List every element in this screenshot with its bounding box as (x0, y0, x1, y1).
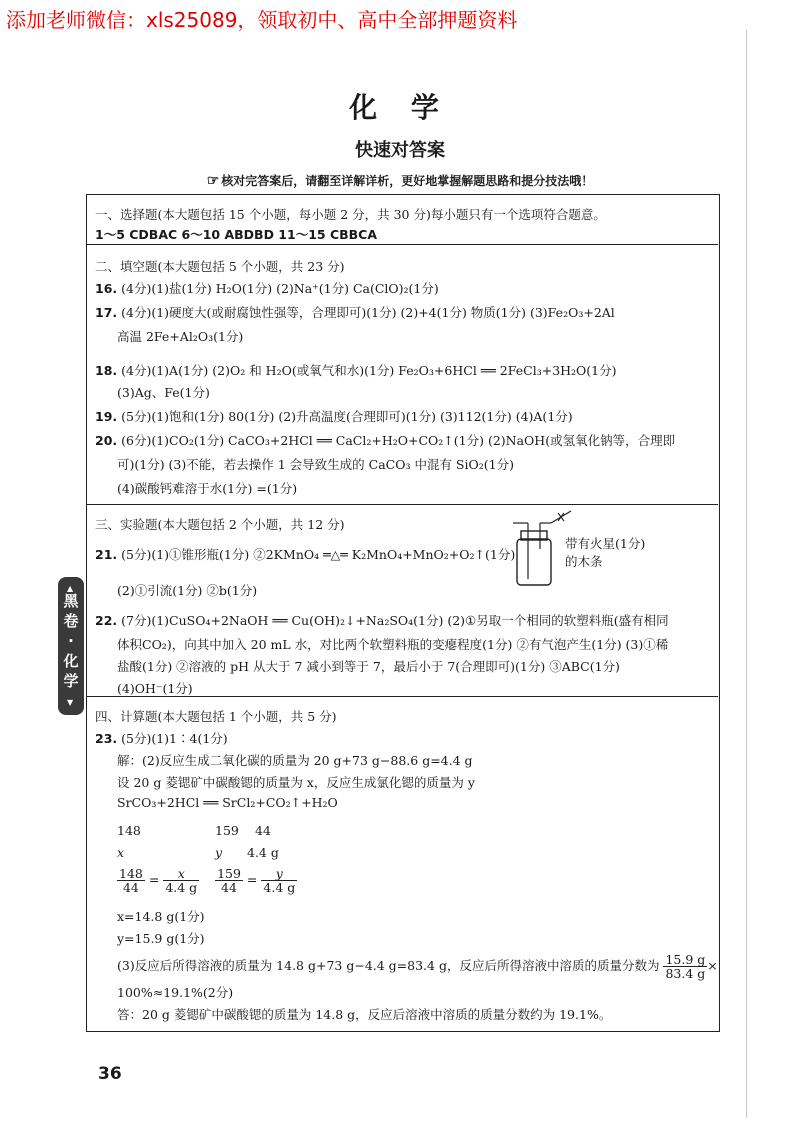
question-22 (95, 611, 669, 629)
page-subtitle: 快速对答案 (355, 140, 445, 161)
answer-continuation: 盐酸(1分) ②溶液的 pH 从大于 7 减小到等于 7，最后小于 7(合理即可)(1分) ③ABC(1分) (117, 659, 620, 674)
question-number: 17. (95, 305, 118, 320)
answer-text: (5分)(1)①锥形瓶(1分) ②2KMnO₄ ═△═ K₂MnO₄+MnO₂+O₂↑(1分) (121, 547, 516, 562)
question-number: 20. (95, 433, 118, 448)
fraction-denominator: 44 (122, 880, 139, 895)
page-title: 化 学 (349, 91, 451, 124)
question-number: 22. (95, 613, 118, 628)
fraction (663, 953, 707, 980)
fraction-denominator: 44 (221, 880, 237, 895)
answer-text: (4分)(1)A(1分) (2)O₂ 和 H₂O(或氧气和水)(1分) Fe₂O₃+6HCl ══ 2FeCl₃+3H₂O(1分) (121, 363, 617, 378)
bottle-label (565, 535, 645, 571)
solution-line: 设 20 g 菱锶矿中碳酸锶的质量为 x，反应生成氯化锶的质量为 y (117, 775, 475, 790)
section-header: 二、填空题(本大题包括 5 个小题，共 23 分) (95, 259, 345, 274)
molar-mass: 159 (215, 823, 239, 838)
unknown-y: y (215, 845, 223, 860)
side-tab-char: 黑 (63, 592, 79, 610)
solution-line: 解：(2)反应生成二氧化碳的质量为 20 g+73 g−88.6 g=4.4 g (117, 753, 473, 768)
section-header: 四、计算题(本大题包括 1 个小题，共 5 分) (95, 709, 337, 724)
question-21 (95, 545, 515, 563)
answer-continuation: 高温 2Fe+Al₂O₃(1分) (117, 329, 244, 344)
question-17 (95, 303, 615, 321)
molar-mass: 44 (255, 823, 271, 838)
section-header: 三、实验题(本大题包括 2 个小题，共 12 分) (95, 517, 345, 532)
chevron-down-icon: ▼ (67, 698, 74, 707)
bottle-label-line: 的木条 (565, 554, 603, 569)
section-experiment (87, 505, 718, 697)
result-y: y=15.9 g(1分) (117, 931, 205, 946)
fraction-numerator: 15.9 g (665, 952, 706, 967)
fraction (163, 867, 199, 894)
question-19 (95, 407, 573, 425)
answer-continuation: (4)碳酸钙难溶于水(1分) =(1分) (117, 481, 298, 496)
unknown-x: x (117, 845, 125, 860)
fraction-denominator: 4.4 g (165, 880, 198, 895)
equation-line: SrCO₃+2HCl ══ SrCl₂+CO₂↑+H₂O (117, 795, 338, 810)
side-tab-char: 学 (63, 672, 79, 690)
page-number: 36 (98, 1064, 122, 1084)
question-number: 21. (95, 547, 118, 562)
tip-note-text: 核对完答案后，请翻至详解详析，更好地掌握解题思路和提分技法哦！ (221, 174, 594, 188)
side-tab-char: 化 (63, 652, 79, 670)
tip-note (0, 172, 800, 189)
fraction-numerator: 159 (217, 866, 241, 881)
answer-continuation: (4)OH⁻(1分) (117, 681, 193, 696)
side-tab-char: · (68, 632, 74, 650)
known-mass: 4.4 g (247, 845, 279, 860)
question-16 (95, 279, 439, 297)
question-number: 18. (95, 363, 118, 378)
page-edge (746, 30, 752, 1118)
answer-continuation: 可)(1分) (3)不能，若去操作 1 会导致生成的 CaCO₃ 中混有 SiO₂(1分) (117, 457, 514, 472)
question-20 (95, 431, 675, 449)
answer-text: (6分)(1)CO₂(1分) CaCO₃+2HCl ══ CaCl₂+H₂O+CO₂↑(1分) (2)NaOH(或氢氧化钠等，合理即 (121, 433, 676, 448)
pointing-hand-icon: ☞ (206, 173, 220, 189)
equals-sign: = (246, 872, 258, 887)
fraction-numerator: 148 (119, 866, 143, 881)
fraction-numerator: x (163, 867, 199, 881)
answer-continuation: (3)Ag、Fe(1分) (117, 385, 210, 400)
answer-box (86, 194, 720, 1032)
answer-text: (5分)(1)饱和(1分) 80(1分) (2)升高温度(合理即可)(1分) (3)112(1分) (4)A(1分) (121, 409, 573, 424)
answer-text: (4分)(1)盐(1分) H₂O(1分) (2)Na⁺(1分) Ca(ClO)₂(1分) (121, 281, 439, 296)
solution-line (117, 953, 718, 980)
answer-text: (5分)(1)1∶4(1分) (121, 731, 228, 746)
answer-continuation: (2)①引流(1分) ②b(1分) (117, 583, 258, 598)
result-x: x=14.8 g(1分) (117, 909, 205, 924)
chevron-up-icon: ▲ (67, 584, 74, 593)
section-header: 一、选择题(本大题包括 15 个小题，每小题 2 分，共 30 分)每小题只有一个选项符合题意。 (95, 207, 606, 222)
question-23 (95, 729, 228, 747)
fraction (117, 867, 145, 894)
bottle-label-line: 带有火星(1分) (565, 536, 646, 551)
proportion-line (117, 867, 297, 894)
final-answer: 答：20 g 菱锶矿中碳酸锶的质量为 14.8 g，反应后溶液中溶质的质量分数约为 19.1%。 (117, 1007, 612, 1022)
choice-answers: 1～5 CDBAC 6～10 ABDBD 11～15 CBBCA (95, 227, 378, 242)
question-number: 19. (95, 409, 118, 424)
solution-line: 100%≈19.1%(2分) (117, 985, 234, 1000)
bottle-body (517, 539, 551, 585)
section-choice (87, 195, 718, 245)
section-fill (87, 245, 718, 505)
side-tab (58, 577, 84, 715)
question-18 (95, 361, 617, 379)
question-number: 16. (95, 281, 118, 296)
equals-sign: = (148, 872, 160, 887)
answer-text: (4分)(1)硬度大(或耐腐蚀性强等，合理即可)(1分) (2)+4(1分) 物质(1分) (3)Fe₂O₃+2Al (121, 305, 615, 320)
fraction (261, 867, 297, 894)
times-sign: × (707, 958, 718, 973)
solution-text: (3)反应后所得溶液的质量为 14.8 g+73 g−4.4 g=83.4 g，反应后所得溶液中溶质的质量分数为 (117, 958, 660, 973)
molar-mass: 148 (117, 823, 141, 838)
fraction-denominator: 4.4 g (263, 880, 296, 895)
fraction-denominator: 83.4 g (665, 966, 706, 981)
question-number: 23. (95, 731, 118, 746)
side-tab-char: 卷 (63, 612, 79, 630)
answer-text: (7分)(1)CuSO₄+2NaOH ══ Cu(OH)₂↓+Na₂SO₄(1分) (2)①另取一个相同的软塑料瓶(盛有相同 (121, 613, 669, 628)
watermark-text: 添加老师微信：xls25089，领取初中、高中全部押题资料 (6, 8, 518, 32)
answer-continuation: 体积CO₂)，向其中加入 20 mL 水，对比两个软塑料瓶的变瘪程度(1分) ②有气泡产生(1分) (3)①稀 (117, 637, 669, 652)
fraction (215, 867, 243, 894)
fraction-numerator: y (261, 867, 297, 881)
section-calculation (87, 697, 718, 1031)
